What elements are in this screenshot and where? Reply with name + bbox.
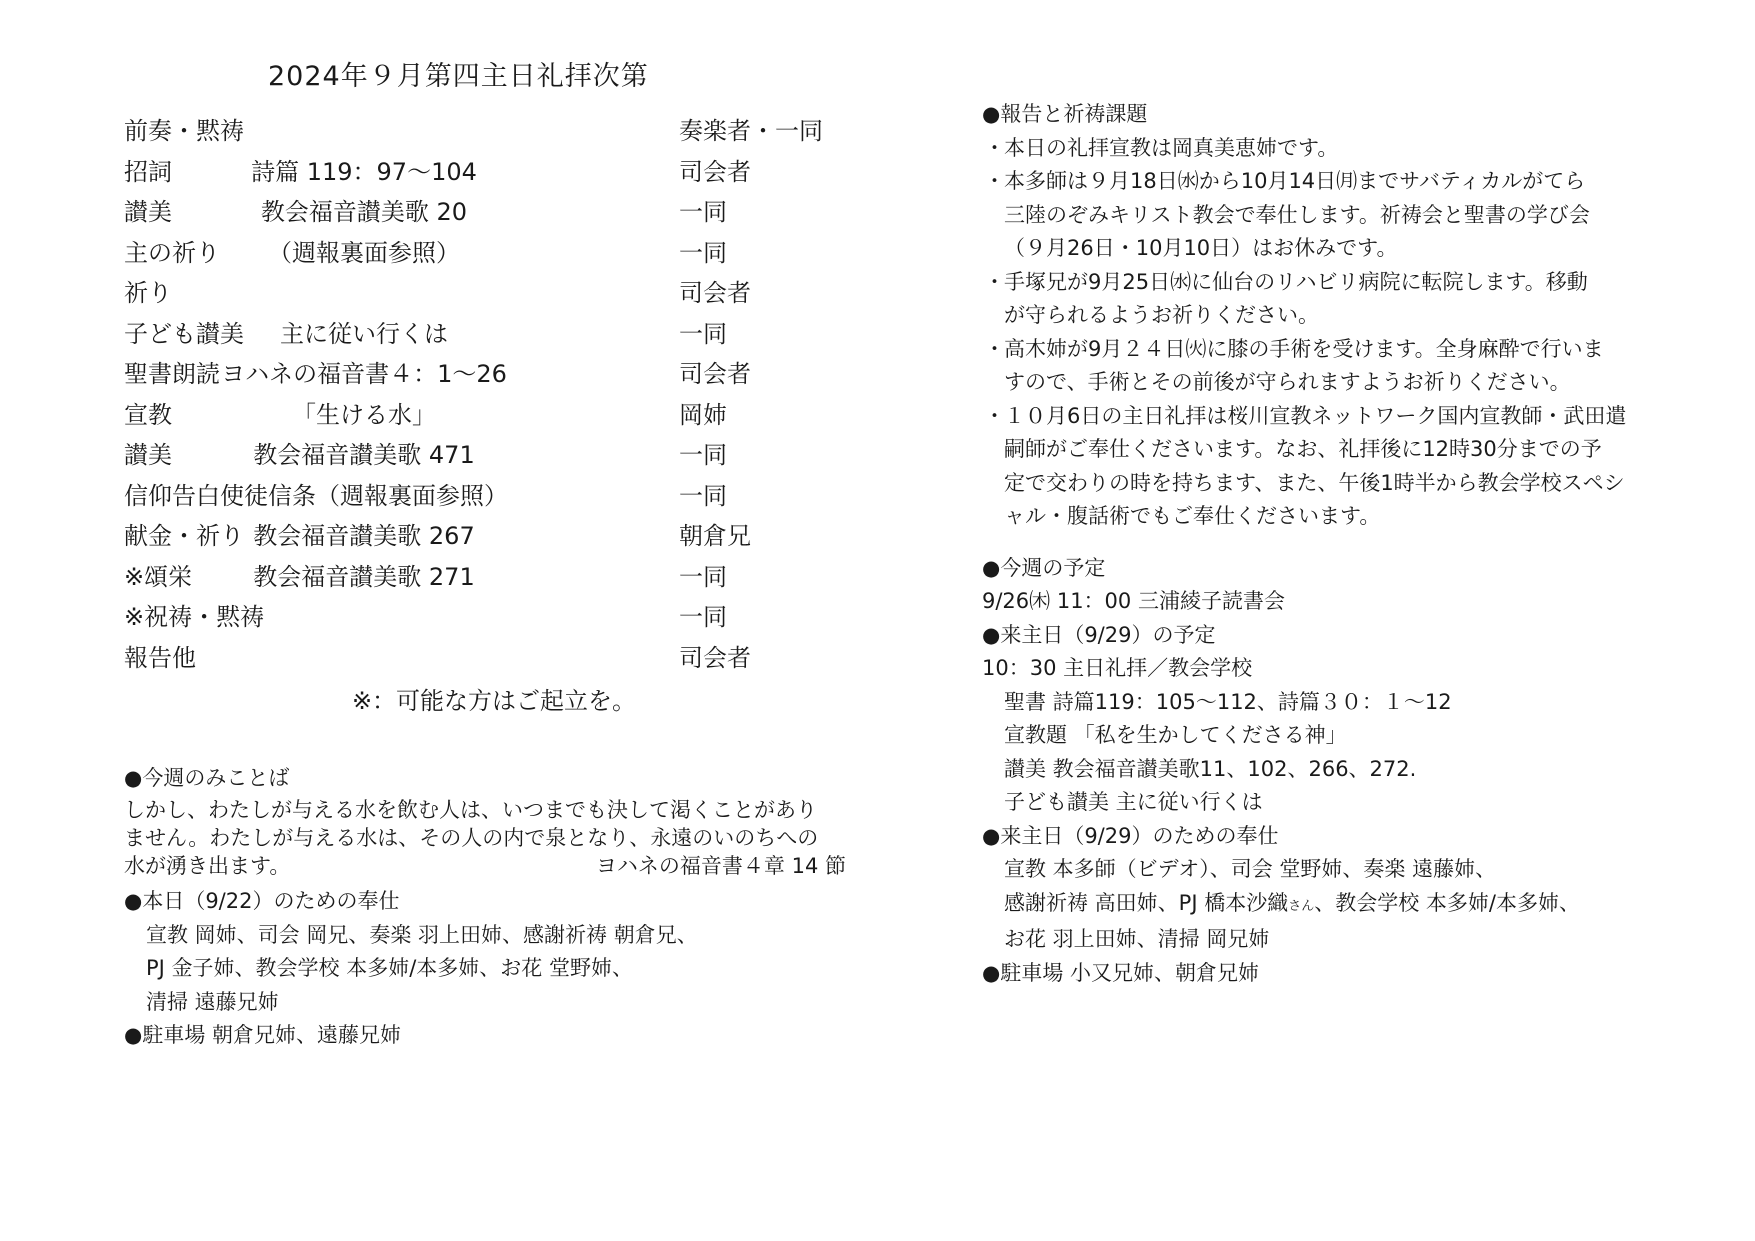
next-parking: ●駐車場 小又兄姉、朝倉兄姉 <box>982 960 1259 985</box>
weekly-word-line: しかし、わたしが与える水を飲む人は、いつまでも決して渇くことがあり <box>124 797 817 822</box>
order-row <box>124 641 844 682</box>
report-line: 定で交わりの時を持ちます、また、午後1時半から教会学校スペシ <box>1004 470 1625 495</box>
order-note: ※：可能な方はご起立を。 <box>351 687 637 715</box>
order-person: 一同 <box>679 481 727 510</box>
report-item <box>982 333 1672 400</box>
report-line: １０月6日の主日礼拝は桜川宣教ネットワーク国内宣教師・武田遣 <box>1004 403 1627 428</box>
next-service-line: お花 羽上田姉、清掃 岡兄姉 <box>1004 927 1270 951</box>
order-row <box>124 479 844 520</box>
order-person: 岡姉 <box>679 400 727 429</box>
weekly-word <box>124 762 846 880</box>
report-line: （９月26日・10月10日）はお休みです。 <box>1004 236 1398 260</box>
order-person: 司会者 <box>679 157 751 186</box>
weekly-word-line: ません。わたしが与える水は、その人の内で泉となり、永遠のいのちへの <box>124 825 819 850</box>
order-detail: 詩篇 119：97～104 <box>251 157 477 186</box>
order-person: 朝倉兄 <box>679 522 751 550</box>
order-row <box>124 317 844 358</box>
order-item: ※頌栄 <box>124 562 193 591</box>
bullet-mark: ・ <box>984 135 1005 160</box>
order-detail: ヨハネの福音書４：1～26 <box>221 360 507 388</box>
order-item: 聖書朗読 <box>124 360 220 388</box>
order-item: 讃美 <box>124 198 172 226</box>
next-service-line: 宣教 本多師（ビデオ）、司会 堂野姉、奏楽 遠藤姉、 <box>1004 857 1497 881</box>
order-row <box>124 398 844 439</box>
bullet-mark: ・ <box>984 336 1005 361</box>
order-detail: 教会福音讃美歌 471 <box>253 441 475 469</box>
reports-heading: ●報告と祈祷課題 <box>982 102 1148 126</box>
order-item: 子ども讃美 <box>124 319 244 348</box>
order-detail: 教会福音讃美歌 271 <box>253 562 475 591</box>
order-person: 一同 <box>679 562 727 591</box>
order-person: 一同 <box>679 441 727 469</box>
order-person: 一同 <box>679 198 727 226</box>
order-item: 報告他 <box>124 643 196 672</box>
order-row <box>124 438 844 479</box>
order-row <box>124 357 844 398</box>
order-person: 一同 <box>679 603 727 631</box>
weekly-word-heading: ●今週のみことば <box>124 766 290 790</box>
order-row <box>124 155 844 196</box>
order-person: 一同 <box>679 238 727 267</box>
today-service-line: 清掃 遠藤兄姉 <box>146 989 279 1014</box>
order-row <box>124 195 844 236</box>
next-sunday-heading: ●来主日（9/29）の予定 <box>982 622 1216 647</box>
order-row <box>124 519 844 560</box>
weekly-word-line: 水が湧き出ます。 <box>124 853 291 878</box>
page-title: 2024年９月第四主日礼拝次第 <box>268 61 649 92</box>
report-line: 本日の礼拝宣教は岡真美恵姉です。 <box>1004 135 1339 160</box>
next-sunday-line: 聖書 詩篇119：105～112、詩篇３０：１～12 <box>1004 689 1452 714</box>
this-week-heading: ●今週の予定 <box>982 555 1106 580</box>
order-detail: 使徒信条（週報裏面参照） <box>220 481 508 510</box>
order-item: 讃美 <box>124 441 172 469</box>
today-service-line: 宣教 岡姉、司会 岡兄、奏楽 羽上田姉、感謝祈祷 朝倉兄、 <box>146 922 698 947</box>
honorific-san: さん <box>1288 898 1315 914</box>
order-detail: （週報裏面参照） <box>268 238 460 267</box>
next-service-text: 感謝祈祷 高田姉、PJ 橋本沙織 <box>1004 890 1289 915</box>
order-detail: 教会福音讃美歌 20 <box>260 198 468 226</box>
next-sunday-time: 10：30 主日礼拝／教会学校 <box>982 656 1253 680</box>
order-item: 献金・祈り <box>124 522 244 550</box>
next-service-heading: ●来主日（9/29）のための奉仕 <box>982 823 1279 848</box>
report-item <box>982 132 1672 166</box>
order-item: 祈り <box>124 279 172 307</box>
order-person: 司会者 <box>679 279 751 307</box>
next-service-line <box>982 887 1672 924</box>
today-service-heading: ●本日（9/22）のための奉仕 <box>124 889 400 913</box>
next-sunday-line: 宣教題 「私を生かしてくださる神」 <box>1004 723 1347 747</box>
order-item: 信仰告白 <box>124 481 220 510</box>
report-line: すので、手術とその前後が守られますようお祈りください。 <box>1004 370 1571 394</box>
order-of-worship <box>124 114 844 681</box>
order-row <box>124 560 844 601</box>
report-item <box>982 266 1672 333</box>
order-item: ※祝祷・黙祷 <box>124 603 265 631</box>
this-week-line: 9/26㈭ 11：00 三浦綾子読書会 <box>982 589 1285 613</box>
order-detail: 「生ける水」 <box>292 400 436 429</box>
next-sunday-line: 讃美 教会福音讃美歌11、102、266、272. <box>1004 756 1417 781</box>
order-row <box>124 276 844 317</box>
order-person: 奏楽者・一同 <box>679 117 823 145</box>
next-sunday-line: 子ども讃美 主に従い行くは <box>1004 790 1263 814</box>
report-line: 手塚兄が9月25日㈬に仙台のリハビリ病院に転院します。移動 <box>1004 269 1588 294</box>
report-item <box>982 165 1672 266</box>
report-line: 嗣師がご奉仕くださいます。なお、礼拝後に12時30分までの予 <box>1004 437 1602 461</box>
bullet-mark: ・ <box>984 269 1005 294</box>
weekly-word-reference: ヨハネの福音書４章 14 節 <box>595 853 846 878</box>
bullet-mark: ・ <box>984 169 1005 193</box>
order-item: 主の祈り <box>124 238 220 267</box>
order-row <box>124 236 844 277</box>
order-person: 司会者 <box>679 360 751 388</box>
order-person: 司会者 <box>679 643 751 672</box>
order-detail: 教会福音讃美歌 267 <box>253 522 475 550</box>
today-parking: ●駐車場 朝倉兄姉、遠藤兄姉 <box>124 1023 401 1047</box>
order-person: 一同 <box>679 319 727 348</box>
report-line: 高木姉が9月２４日㈫に膝の手術を受けます。全身麻酔で行いま <box>1004 336 1604 361</box>
right-column <box>982 98 1672 990</box>
order-item: 前奏・黙祷 <box>124 117 244 145</box>
report-line: 三陸のぞみキリスト教会で奉仕します。祈祷会と聖書の学び会 <box>1004 202 1590 227</box>
bullet-mark: ・ <box>984 403 1005 428</box>
report-line: ャル・腹話術でもご奉仕くださいます。 <box>1004 504 1381 528</box>
report-line: 本多師は９月18日㈬から10月14日㈪までサバティカルがてら <box>1004 169 1586 193</box>
order-item: 招詞 <box>124 157 172 186</box>
weekly-word-last-row <box>124 852 846 880</box>
order-item: 宣教 <box>124 400 172 429</box>
today-service <box>124 885 698 1053</box>
report-line: が守られるようお祈りください。 <box>1004 303 1319 327</box>
order-row <box>124 600 844 641</box>
next-service-text: 、教会学校 本多姉/本多姉、 <box>1314 890 1580 915</box>
order-row <box>124 114 844 155</box>
reports-list <box>982 132 1672 534</box>
today-service-line: PJ 金子姉、教会学校 本多姉/本多姉、お花 堂野姉、 <box>146 956 633 980</box>
report-item <box>982 400 1672 534</box>
order-detail: 主に従い行くは <box>280 319 448 348</box>
